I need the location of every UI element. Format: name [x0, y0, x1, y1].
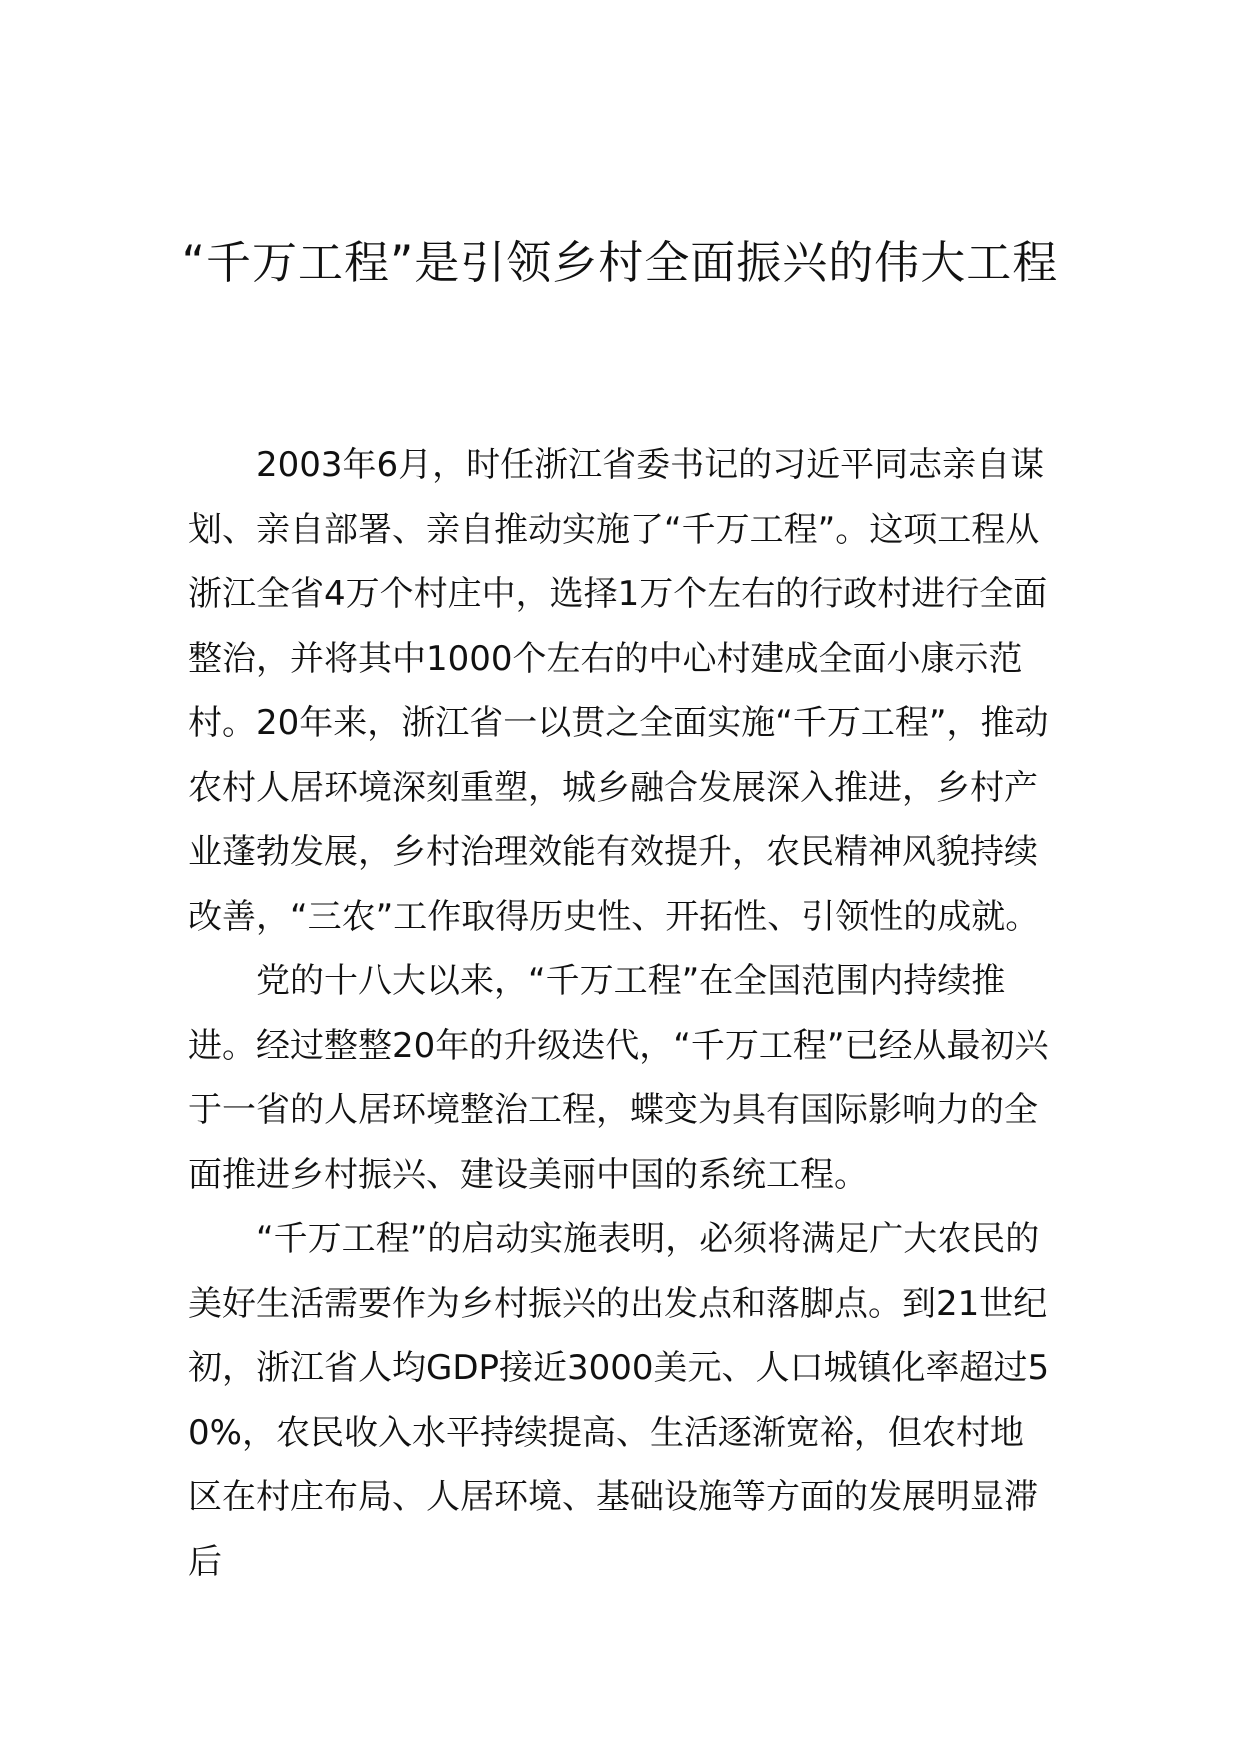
paragraph-2: 党的十八大以来，“千万工程”在全国范围内持续推进。经过整整20年的升级迭代，“千万工程”已经从最初兴于一省的人居环境整治工程，蝶变为具有国际影响力的全面推进乡村振兴、建设美丽中国的系统工程。: [188, 961, 1049, 1195]
paragraph-1: 2003年6月，时任浙江省委书记的习近平同志亲自谋划、亲自部署、亲自推动实施了“千万工程”。这项工程从浙江全省4万个村庄中，选择1万个左右的行政村进行全面整治，并将其中1000个左右的中心村建成全面小康示范村。20年来，浙江省一以贯之全面实施“千万工程”，推动农村人居环境深刻重塑，城乡融合发展深入推进，乡村产业蓬勃发展，乡村治理效能有效提升，农民精神风貌持续改善，“三农”工作取得历史性、开拓性、引领性的成就。: [188, 445, 1049, 937]
document-title: “千万工程”是引领乡村全面振兴的伟大工程: [181, 236, 1059, 289]
paragraph-3: “千万工程”的启动实施表明，必须将满足广大农民的美好生活需要作为乡村振兴的出发点和落脚点。到21世纪初，浙江省人均GDP接近3000美元、人口城镇化率超过50%，农民收入水平持续提高、生活逐渐宽裕，但农村地区在村庄布局、人居环境、基础设施等方面的发展明显滞后: [188, 1219, 1050, 1582]
document-body: [188, 433, 1054, 1594]
